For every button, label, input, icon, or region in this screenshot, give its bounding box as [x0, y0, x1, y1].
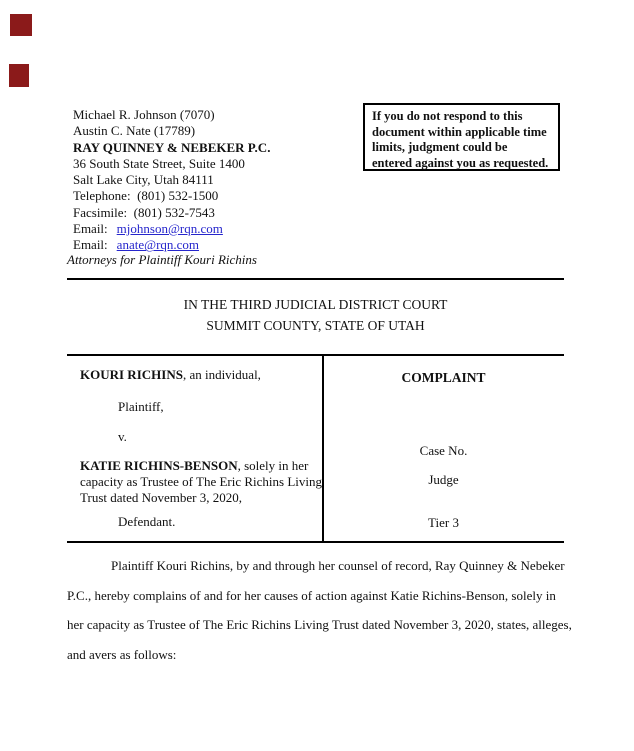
email-line-1: [73, 221, 270, 237]
red-mark-square-1: [10, 14, 32, 36]
defendant-descriptor-1: , solely in her: [237, 458, 309, 473]
defendant-label: Defendant.: [118, 514, 176, 529]
attorney-name-1: Michael R. Johnson (7070): [73, 107, 215, 122]
email-link-anate[interactable]: anate@rqn.com: [116, 237, 200, 253]
case-number-label: Case No.: [419, 443, 468, 458]
court-title-line2: SUMMIT COUNTY, STATE OF UTAH: [206, 318, 425, 333]
tier-label: Tier 3: [428, 515, 459, 530]
judge-label: Judge: [428, 472, 459, 487]
firm-telephone: Telephone: (801) 532-1500: [73, 188, 219, 204]
plaintiff-name: KOURI RICHINS: [80, 367, 183, 382]
red-mark-square-2: [9, 64, 29, 87]
warning-line-2: document within applicable time: [372, 124, 547, 139]
firm-street-address: 36 South State Street, Suite 1400: [73, 155, 245, 171]
firm-city-state-zip: Salt Lake City, Utah 84111: [73, 172, 214, 188]
defendant-name: KATIE RICHINS-BENSON: [80, 458, 238, 473]
caption-top-rule: [67, 354, 564, 356]
attorney-block: [73, 107, 270, 254]
email-label-1: Email:: [73, 221, 108, 237]
document-title: COMPLAINT: [401, 370, 486, 385]
firm-facsimile: Facsimile: (801) 532-7543: [73, 204, 215, 220]
warning-line-1: If you do not respond to this: [372, 109, 523, 123]
warning-line-4: entered against you as requested.: [372, 155, 549, 170]
defendant-descriptor-2: capacity as Trustee of The Eric Richins Living: [80, 474, 323, 489]
body-paragraph-line3: her capacity as Trustee of The Eric Richins Living Trust dated November 3, 2020, states, alleges,: [67, 617, 572, 632]
law-firm-name: RAY QUINNEY & NEBEKER P.C.: [73, 139, 271, 155]
defendant-descriptor-3: Trust dated November 3, 2020,: [80, 490, 243, 505]
plaintiff-label: Plaintiff,: [118, 399, 164, 414]
attorney-name-2: Austin C. Nate (17789): [73, 123, 196, 139]
caption-bottom-rule: [67, 541, 564, 543]
header-divider-rule: [67, 278, 564, 280]
plaintiff-name-line: [80, 367, 261, 383]
plaintiff-descriptor: , an individual,: [182, 367, 261, 382]
body-paragraph-line2: P.C., hereby complains of and for her causes of action against Katie Richins-Benson, solely in: [67, 588, 556, 603]
versus-label: v.: [118, 429, 127, 444]
defendant-name-line: [80, 458, 308, 474]
warning-line-3: limits, judgment could be: [372, 140, 508, 154]
court-title-line1: IN THE THIRD JUDICIAL DISTRICT COURT: [183, 297, 448, 312]
email-link-mjohnson[interactable]: mjohnson@rqn.com: [116, 221, 223, 237]
email-label-2: Email:: [73, 237, 108, 253]
attorneys-for-line: Attorneys for Plaintiff Kouri Richins: [67, 252, 257, 267]
response-warning-box: [363, 103, 560, 171]
body-paragraph-line1: Plaintiff Kouri Richins, by and through her counsel of record, Ray Quinney & Nebeker: [111, 558, 565, 573]
body-paragraph-line4: and avers as follows:: [67, 647, 177, 662]
